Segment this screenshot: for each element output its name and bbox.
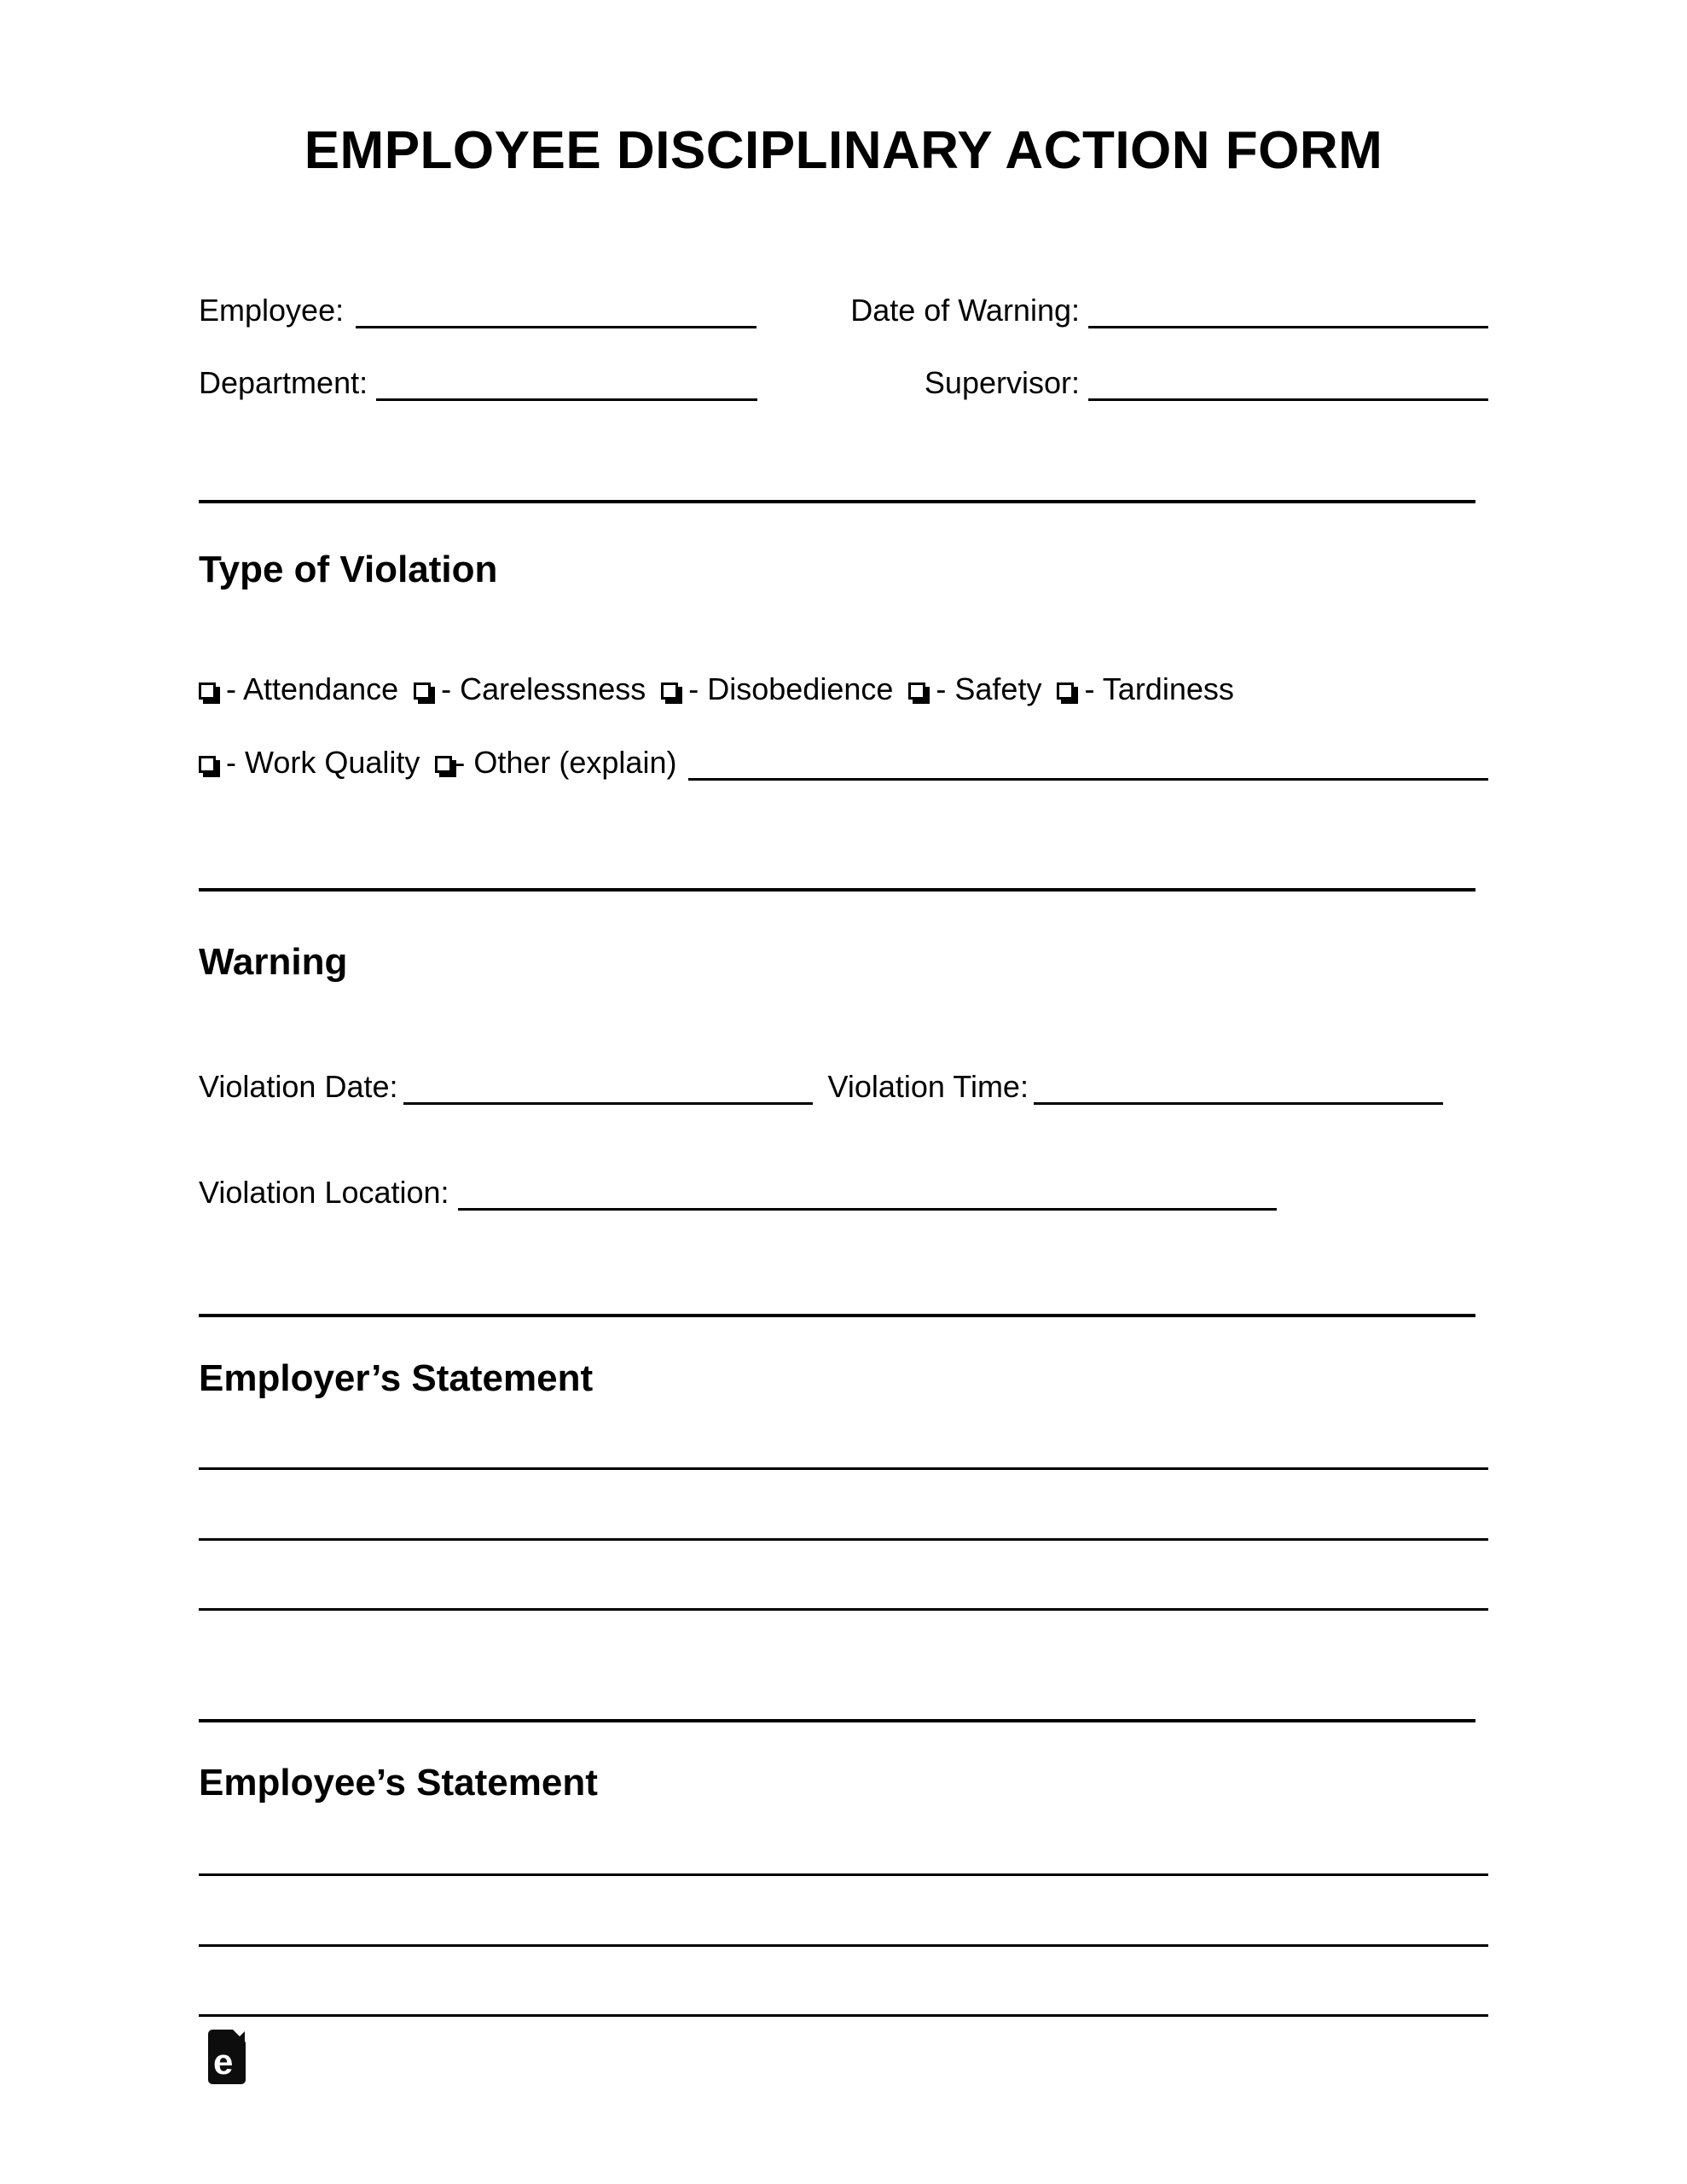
- header-row-1: [199, 287, 1488, 329]
- date-of-warning-field[interactable]: [1088, 326, 1488, 328]
- checkbox-work-quality[interactable]: [199, 756, 216, 773]
- other-label: - Other (explain): [455, 745, 677, 780]
- other-explain-field[interactable]: [688, 778, 1488, 781]
- violation-time-label: Violation Time:: [827, 1069, 1029, 1104]
- employee-label: Employee:: [199, 293, 345, 328]
- safety-label: - Safety: [936, 671, 1042, 706]
- section-divider: [199, 1719, 1475, 1722]
- department-label: Department:: [199, 365, 368, 400]
- employee-statement-line-1[interactable]: [199, 1873, 1488, 1876]
- violation-item-carelessness: [414, 671, 646, 708]
- section-divider: [199, 1314, 1475, 1317]
- supervisor-label: Supervisor:: [924, 365, 1080, 400]
- violation-item-disobedience: [661, 671, 893, 708]
- department-field[interactable]: [376, 398, 757, 401]
- header-row-2: [199, 359, 1488, 402]
- violation-date-field[interactable]: [403, 1102, 813, 1105]
- warning-heading: Warning: [199, 941, 348, 983]
- violation-item-safety: [908, 671, 1041, 708]
- page-fold-edge: [233, 2031, 245, 2043]
- violation-checkbox-row-2: [199, 739, 1488, 781]
- carelessness-label: - Carelessness: [441, 671, 646, 706]
- checkbox-attendance[interactable]: [199, 682, 216, 700]
- warning-row-2: [199, 1169, 1488, 1211]
- employer-statement-line-3[interactable]: [199, 1608, 1488, 1611]
- section-divider: [199, 888, 1475, 892]
- violation-location-field[interactable]: [458, 1208, 1277, 1211]
- checkbox-carelessness[interactable]: [414, 682, 431, 700]
- employee-name-field[interactable]: [356, 326, 757, 328]
- disobedience-label: - Disobedience: [688, 671, 894, 706]
- employer-statement-heading: Employer’s Statement: [199, 1357, 594, 1399]
- checkbox-disobedience[interactable]: [661, 682, 678, 700]
- violation-item-other: [435, 744, 1488, 781]
- violation-location-label: Violation Location:: [199, 1175, 449, 1210]
- date-of-warning-label: Date of Warning:: [850, 293, 1080, 328]
- section-divider: [199, 500, 1475, 503]
- eforms-logo[interactable]: [208, 2030, 246, 2084]
- employer-statement-line-2[interactable]: [199, 1538, 1488, 1541]
- attendance-label: - Attendance: [226, 671, 399, 706]
- violation-item-work-quality: [199, 744, 420, 781]
- violation-date-label: Violation Date:: [199, 1069, 398, 1104]
- employee-statement-line-3[interactable]: [199, 2014, 1488, 2017]
- employee-statement-line-2[interactable]: [199, 1944, 1488, 1947]
- work-quality-label: - Work Quality: [226, 745, 420, 780]
- violation-item-attendance: [199, 671, 398, 708]
- employee-statement-heading: Employee’s Statement: [199, 1762, 598, 1804]
- violation-item-tardiness: [1057, 671, 1233, 708]
- violation-time-field[interactable]: [1034, 1102, 1443, 1105]
- type-of-violation-heading: Type of Violation: [199, 549, 498, 590]
- page-title: EMPLOYEE DISCIPLINARY ACTION FORM: [304, 121, 1383, 180]
- employer-statement-line-1[interactable]: [199, 1467, 1488, 1470]
- violation-checkbox-row-1: [199, 665, 1488, 708]
- supervisor-field[interactable]: [1088, 398, 1488, 401]
- checkbox-tardiness[interactable]: [1057, 682, 1074, 700]
- eforms-logo-letter: e: [213, 2042, 234, 2082]
- checkbox-other[interactable]: [435, 756, 452, 773]
- checkbox-safety[interactable]: [908, 682, 925, 700]
- warning-row-1: [199, 1063, 1488, 1106]
- tardiness-label: - Tardiness: [1084, 671, 1234, 706]
